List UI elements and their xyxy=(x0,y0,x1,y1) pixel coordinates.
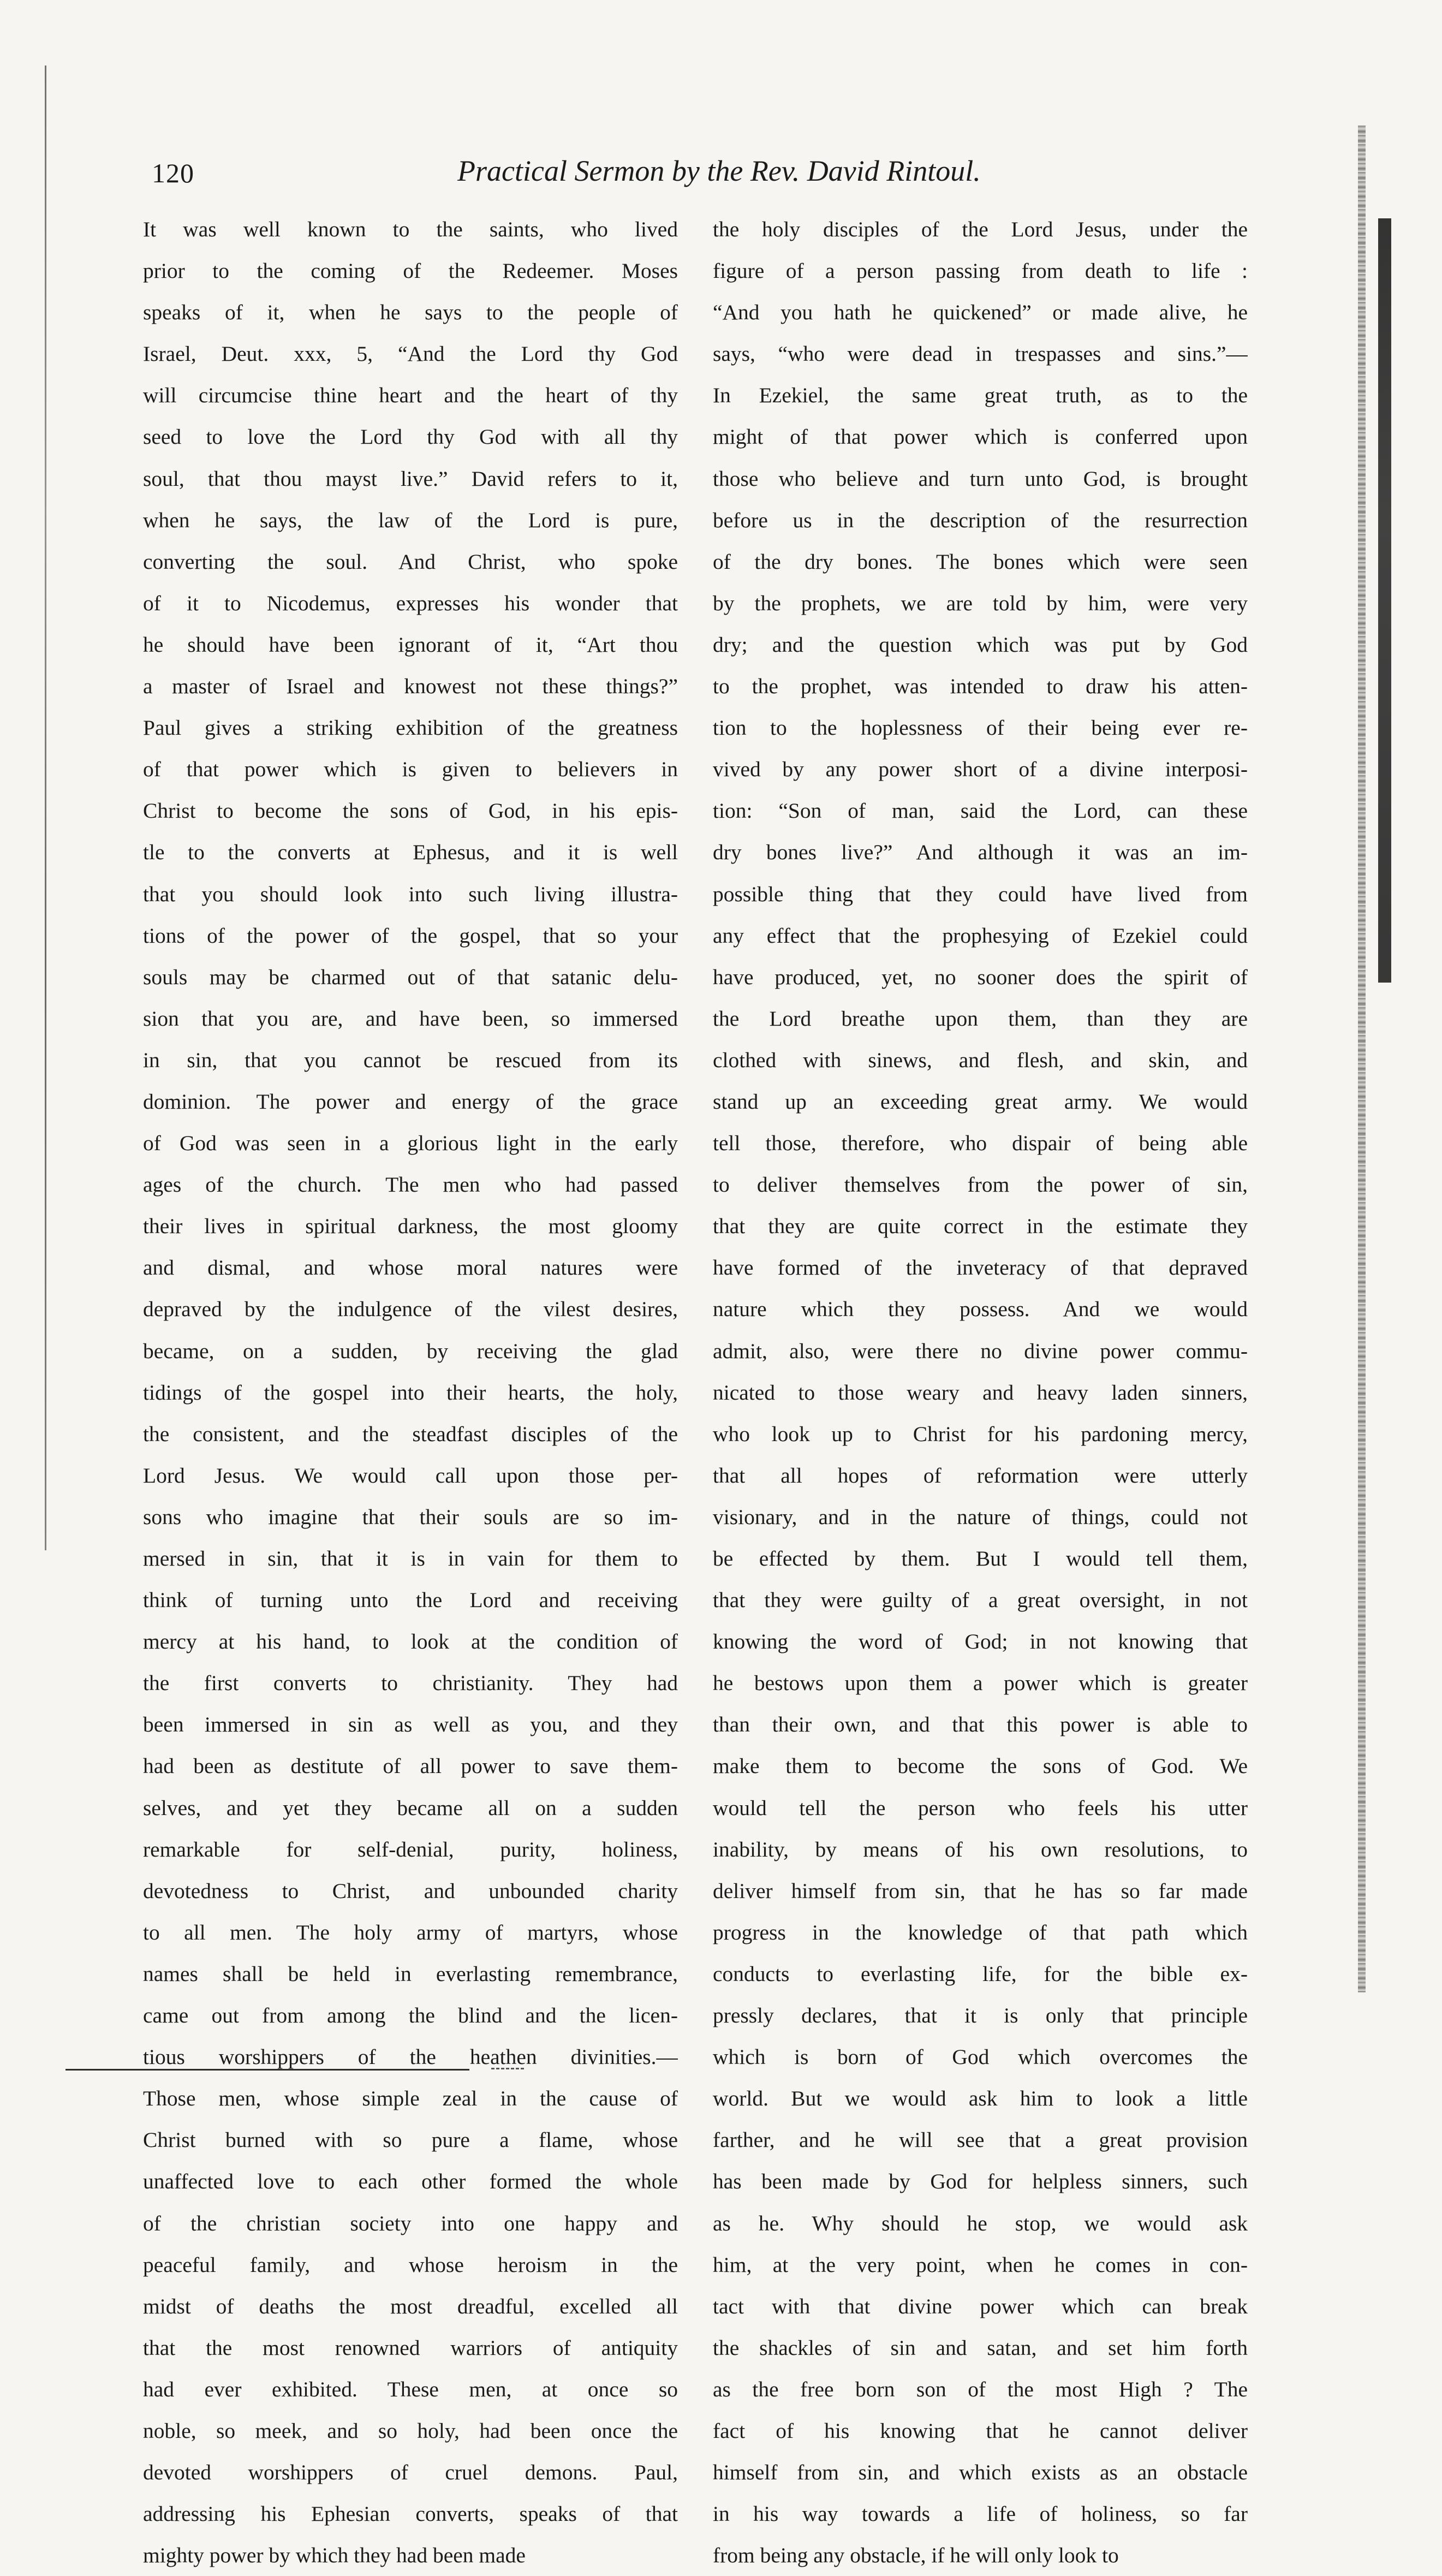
text-line: by the prophets, we are told by him, were very xyxy=(713,591,1248,615)
text-line: of the dry bones. The bones which were seen xyxy=(713,549,1248,574)
text-line: sion that you are, and have been, so immersed xyxy=(143,1006,678,1031)
text-line: have formed of the inveteracy of that depraved xyxy=(713,1256,1248,1280)
footer-dashes xyxy=(491,2068,524,2071)
text-line: unaffected love to each other formed the whole xyxy=(143,2169,678,2194)
text-line: in sin, that you cannot be rescued from its xyxy=(143,1048,678,1072)
text-line: from being any obstacle, if he will only look to xyxy=(713,2543,1119,2568)
text-line: devoted worshippers of cruel demons. Paul, xyxy=(143,2460,678,2485)
text-line: in his way towards a life of holiness, so far xyxy=(713,2502,1248,2526)
binding-edge-dark-bar xyxy=(1378,218,1391,983)
text-line: stand up an exceeding great army. We would xyxy=(713,1089,1248,1114)
text-line: the holy disciples of the Lord Jesus, under the xyxy=(713,217,1248,241)
text-line: will circumcise thine heart and the heart of thy xyxy=(143,383,678,408)
text-line: pressly declares, that it is only that principle xyxy=(713,2003,1248,2028)
text-line: “And you hath he quickened” or made alive, he xyxy=(713,300,1248,325)
text-line: mercy at his hand, to look at the condition of xyxy=(143,1629,678,1654)
text-line: any effect that the prophesying of Ezekiel could xyxy=(713,923,1248,948)
text-line: admit, also, were there no divine power commu- xyxy=(713,1338,1248,1363)
text-line: that they are quite correct in the estimate they xyxy=(713,1214,1248,1239)
text-line: who look up to Christ for his pardoning mercy, xyxy=(713,1421,1248,1446)
text-line: of the christian society into one happy and xyxy=(143,2211,678,2235)
text-line: the consistent, and the steadfast disciples of the xyxy=(143,1421,678,1446)
text-line: think of turning unto the Lord and receiving xyxy=(143,1588,678,1613)
text-line: deliver himself from sin, that he has so far made xyxy=(713,1878,1248,1903)
text-line: he should have been ignorant of it, “Art thou xyxy=(143,632,678,657)
text-line: than their own, and that this power is able to xyxy=(713,1712,1248,1737)
text-line: ages of the church. The men who had passed xyxy=(143,1173,678,1197)
text-line: remarkable for self-denial, purity, holiness, xyxy=(143,1837,678,1861)
text-line: of it to Nicodemus, expresses his wonder that xyxy=(143,591,678,615)
text-line: became, on a sudden, by receiving the glad xyxy=(143,1338,678,1363)
text-line: depraved by the indulgence of the vilest desires, xyxy=(143,1297,678,1322)
text-line: midst of deaths the most dreadful, excelled all xyxy=(143,2294,678,2318)
text-line: sons who imagine that their souls are so im- xyxy=(143,1504,678,1529)
text-line: farther, and he will see that a great provision xyxy=(713,2128,1248,2152)
text-line: peaceful family, and whose heroism in the xyxy=(143,2252,678,2277)
text-line: souls may be charmed out of that satanic delu- xyxy=(143,965,678,989)
text-line: him, at the very point, when he comes in con- xyxy=(713,2252,1248,2277)
text-line: of God was seen in a glorious light in the early xyxy=(143,1131,678,1156)
binding-edge-shadow xyxy=(1358,126,1366,1992)
text-line: tact with that divine power which can break xyxy=(713,2294,1248,2318)
text-line: be effected by them. But I would tell them, xyxy=(713,1546,1248,1570)
page-number: 120 xyxy=(152,158,194,188)
margin-scan-shadow xyxy=(45,66,46,1550)
page-header xyxy=(152,154,1238,198)
text-line: he bestows upon them a power which is greater xyxy=(713,1671,1248,1695)
text-line: been immersed in sin as well as you, and they xyxy=(143,1712,678,1737)
text-line: the shackles of sin and satan, and set him forth xyxy=(713,2335,1248,2360)
text-line: make them to become the sons of God. We xyxy=(713,1754,1248,1778)
text-line: speaks of it, when he says to the people of xyxy=(143,300,678,325)
text-line: which is born of God which overcomes the xyxy=(713,2045,1248,2069)
text-line: vived by any power short of a divine interposi- xyxy=(713,757,1248,782)
text-line: tious worshippers of the heathen divinities.— xyxy=(143,2045,678,2069)
text-line: devotedness to Christ, and unbounded charity xyxy=(143,1878,678,1903)
text-line: nature which they possess. And we would xyxy=(713,1297,1248,1322)
text-line: Paul gives a striking exhibition of the greatness xyxy=(143,716,678,740)
text-column-right xyxy=(713,209,1248,2576)
text-line: In Ezekiel, the same great truth, as to the xyxy=(713,383,1248,408)
text-line: to the prophet, was intended to draw his atten- xyxy=(713,674,1248,699)
text-line: noble, so meek, and so holy, had been once the xyxy=(143,2418,678,2443)
text-line: converting the soul. And Christ, who spoke xyxy=(143,549,678,574)
text-line: It was well known to the saints, who lived xyxy=(143,217,678,241)
text-line: of that power which is given to believers in xyxy=(143,757,678,782)
text-line: progress in the knowledge of that path which xyxy=(713,1920,1248,1944)
text-line: possible thing that they could have lived from xyxy=(713,882,1248,906)
text-line: himself from sin, and which exists as an obstacle xyxy=(713,2460,1248,2485)
text-line: fact of his knowing that he cannot deliver xyxy=(713,2418,1248,2443)
text-line: world. But we would ask him to look a little xyxy=(713,2086,1248,2111)
text-line: selves, and yet they became all on a sudden xyxy=(143,1795,678,1820)
text-line: clothed with sinews, and flesh, and skin, and xyxy=(713,1048,1248,1072)
text-line: to deliver themselves from the power of sin, xyxy=(713,1173,1248,1197)
text-line: names shall be held in everlasting remembrance, xyxy=(143,1961,678,1986)
text-line: might of that power which is conferred upon xyxy=(713,425,1248,449)
text-line: the Lord breathe upon them, than they are xyxy=(713,1006,1248,1031)
text-line: knowing the word of God; in not knowing that xyxy=(713,1629,1248,1654)
text-line: that all hopes of reformation were utterly xyxy=(713,1463,1248,1488)
text-line: Christ burned with so pure a flame, whose xyxy=(143,2128,678,2152)
text-line: tell those, therefore, who dispair of being able xyxy=(713,1131,1248,1156)
text-line: prior to the coming of the Redeemer. Moses xyxy=(143,259,678,283)
text-line: dry bones live?” And although it was an im- xyxy=(713,840,1248,865)
text-column-left xyxy=(143,209,678,2576)
text-line: Israel, Deut. xxx, 5, “And the Lord thy God xyxy=(143,342,678,366)
text-line: had ever exhibited. These men, at once so xyxy=(143,2377,678,2401)
text-line: addressing his Ephesian converts, speaks of that xyxy=(143,2502,678,2526)
text-line: would tell the person who feels his utter xyxy=(713,1795,1248,1820)
text-line: tidings of the gospel into their hearts, the holy, xyxy=(143,1380,678,1405)
text-line: that they were guilty of a great oversight, in not xyxy=(713,1588,1248,1613)
text-line: as the free born son of the most High ? The xyxy=(713,2377,1248,2401)
text-line: those who believe and turn unto God, is brought xyxy=(713,466,1248,491)
text-line: says, “who were dead in trespasses and sins.”— xyxy=(713,342,1248,366)
text-line: tion: “Son of man, said the Lord, can these xyxy=(713,799,1248,823)
text-line: the first converts to christianity. They had xyxy=(143,1671,678,1695)
text-line: tions of the power of the gospel, that so your xyxy=(143,923,678,948)
text-line: mighty power by which they had been made xyxy=(143,2543,526,2568)
text-line: nicated to those weary and heavy laden sinners, xyxy=(713,1380,1248,1405)
text-line: soul, that thou mayst live.” David refers to it, xyxy=(143,466,678,491)
text-line: came out from among the blind and the licen- xyxy=(143,2003,678,2028)
text-line: dry; and the question which was put by God xyxy=(713,632,1248,657)
text-line: inability, by means of his own resolutions, to xyxy=(713,1837,1248,1861)
text-line: Lord Jesus. We would call upon those per- xyxy=(143,1463,678,1488)
text-line: had been as destitute of all power to save them- xyxy=(143,1754,678,1778)
text-line: when he says, the law of the Lord is pure, xyxy=(143,508,678,532)
text-line: Christ to become the sons of God, in his epis- xyxy=(143,799,678,823)
text-line: conducts to everlasting life, for the bible ex- xyxy=(713,1961,1248,1986)
text-line: that the most renowned warriors of antiquity xyxy=(143,2335,678,2360)
running-head: Practical Sermon by the Rev. David Rintoul. xyxy=(457,154,981,187)
text-line: a master of Israel and knowest not these things?” xyxy=(143,674,678,699)
text-line: Those men, whose simple zeal in the cause of xyxy=(143,2086,678,2111)
text-line: that you should look into such living illustra- xyxy=(143,882,678,906)
footer-rule xyxy=(65,2069,469,2071)
text-line: their lives in spiritual darkness, the most gloomy xyxy=(143,1214,678,1239)
text-line: dominion. The power and energy of the grace xyxy=(143,1089,678,1114)
text-line: and dismal, and whose moral natures were xyxy=(143,1256,678,1280)
text-line: tle to the converts at Ephesus, and it is well xyxy=(143,840,678,865)
text-line: to all men. The holy army of martyrs, whose xyxy=(143,1920,678,1944)
text-line: before us in the description of the resurrection xyxy=(713,508,1248,532)
text-line: have produced, yet, no sooner does the spirit of xyxy=(713,965,1248,989)
text-line: seed to love the Lord thy God with all thy xyxy=(143,425,678,449)
text-line: tion to the hoplessness of their being ever re- xyxy=(713,716,1248,740)
text-line: mersed in sin, that it is in vain for them to xyxy=(143,1546,678,1570)
text-line: figure of a person passing from death to life : xyxy=(713,259,1248,283)
text-line: as he. Why should he stop, we would ask xyxy=(713,2211,1248,2235)
text-line: visionary, and in the nature of things, could not xyxy=(713,1504,1248,1529)
text-line: has been made by God for helpless sinners, such xyxy=(713,2169,1248,2194)
